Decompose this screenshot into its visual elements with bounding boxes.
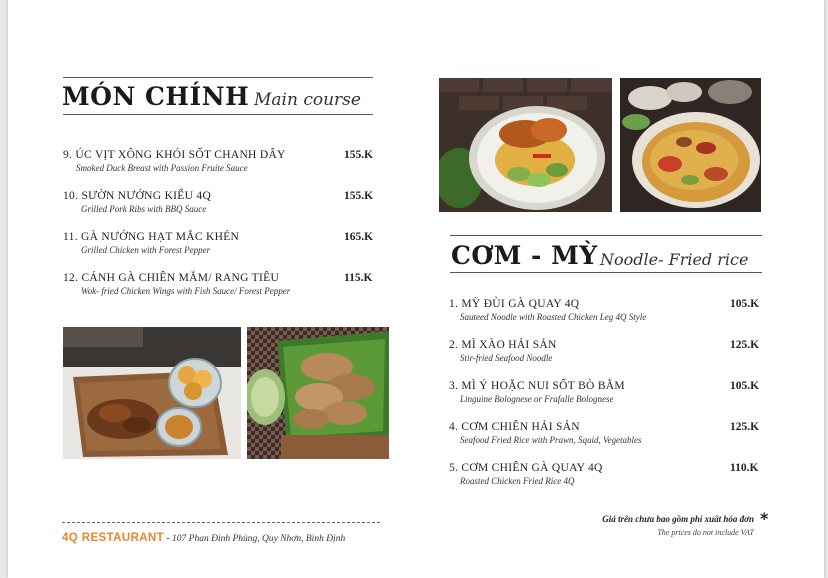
item-desc: Wok- fried Chicken Wings with Fish Sauce/ Forest Pepper [81,286,291,296]
item-desc: Grilled Chicken with Forest Pepper [81,245,211,255]
menu-item [63,231,463,255]
photo-grilled-ribs [63,327,241,459]
photo-roasted-chicken-noodle [439,78,612,212]
item-desc: Stir-fried Seafood Noodle [460,353,553,363]
menu-item [449,339,828,363]
menu-item [63,272,463,296]
photo-chicken-wings [247,327,389,459]
menu-page [8,0,824,578]
item-name: 4. CƠM CHIÊN HẢI SẢN [449,421,580,433]
item-price: 155.K [344,190,374,202]
item-price: 105.K [730,380,760,392]
item-desc: Smoked Duck Breast with Passion Fruite Sauce [76,163,248,173]
restaurant-address: 107 Phan Đình Phùng, Quy Nhơn, Bình Định [172,534,346,544]
item-name: 1. MỲ ĐÙI GÀ QUAY 4Q [449,298,580,310]
item-desc: Sauteed Noodle with Roasted Chicken Leg 4Q Style [460,312,647,322]
item-desc: Roasted Chicken Fried Rice 4Q [460,476,575,486]
photo-fried-rice [620,78,761,212]
menu-item [449,298,828,322]
item-price: 115.K [344,272,373,284]
footer [62,528,345,546]
item-price: 125.K [730,421,760,433]
item-desc: Seafood Fried Rice with Prawn, Squid, Vegetables [460,435,642,445]
menu-item [449,421,828,445]
header-rule-top-left [63,77,373,78]
section-title-main-course: MÓN CHÍNH [62,82,250,111]
menu-item [449,462,828,486]
item-name: 10. SƯỜN NƯỚNG KIỂU 4Q [63,190,212,202]
restaurant-name: 4Q RESTAURANT [62,532,165,544]
footer-separator: - [164,534,173,544]
vat-note-vn: Giá trên chưa bao gồm phí xuất hóa đơn [602,514,754,524]
menu-item [63,149,463,173]
item-name: 9. ÚC VỊT XÔNG KHÓI SỐT CHANH DÂY [63,149,286,161]
item-price: 165.K [344,231,374,243]
item-name: 12. CÁNH GÀ CHIÊN MẮM/ RANG TIÊU [63,272,280,284]
menu-item [63,190,463,214]
item-price: 110.K [730,462,759,474]
section-title-noodle-rice: CƠM - MỲ [451,241,598,270]
section-subtitle-noodle-rice: Noodle- Fried rice [600,250,749,269]
header-rule-top-right [450,235,762,236]
item-name: 3. MÌ Ý HOẶC NUI SỐT BÒ BẰM [449,380,625,392]
menu-item [449,380,828,404]
item-desc: Grilled Pork Ribs with BBQ Sauce [81,204,207,214]
header-rule-bottom-right [450,272,762,273]
header-rule-bottom-left [63,114,373,115]
item-desc: Linguine Bolognese or Frafalle Bolognese [460,394,614,404]
item-price: 155.K [344,149,374,161]
vat-note-en: The prices do not include VAT [657,528,754,537]
item-name: 5. CƠM CHIÊN GÀ QUAY 4Q [449,462,603,474]
asterisk-icon: * [760,509,769,528]
item-name: 2. MÌ XÀO HẢI SẢN [449,339,557,351]
item-price: 105.K [730,298,760,310]
section-subtitle-main-course: Main course [254,90,361,110]
item-price: 125.K [730,339,760,351]
item-name: 11. GÀ NƯỚNG HẠT MẮC KHÉN [63,231,240,243]
footer-dashed-rule [62,522,380,523]
